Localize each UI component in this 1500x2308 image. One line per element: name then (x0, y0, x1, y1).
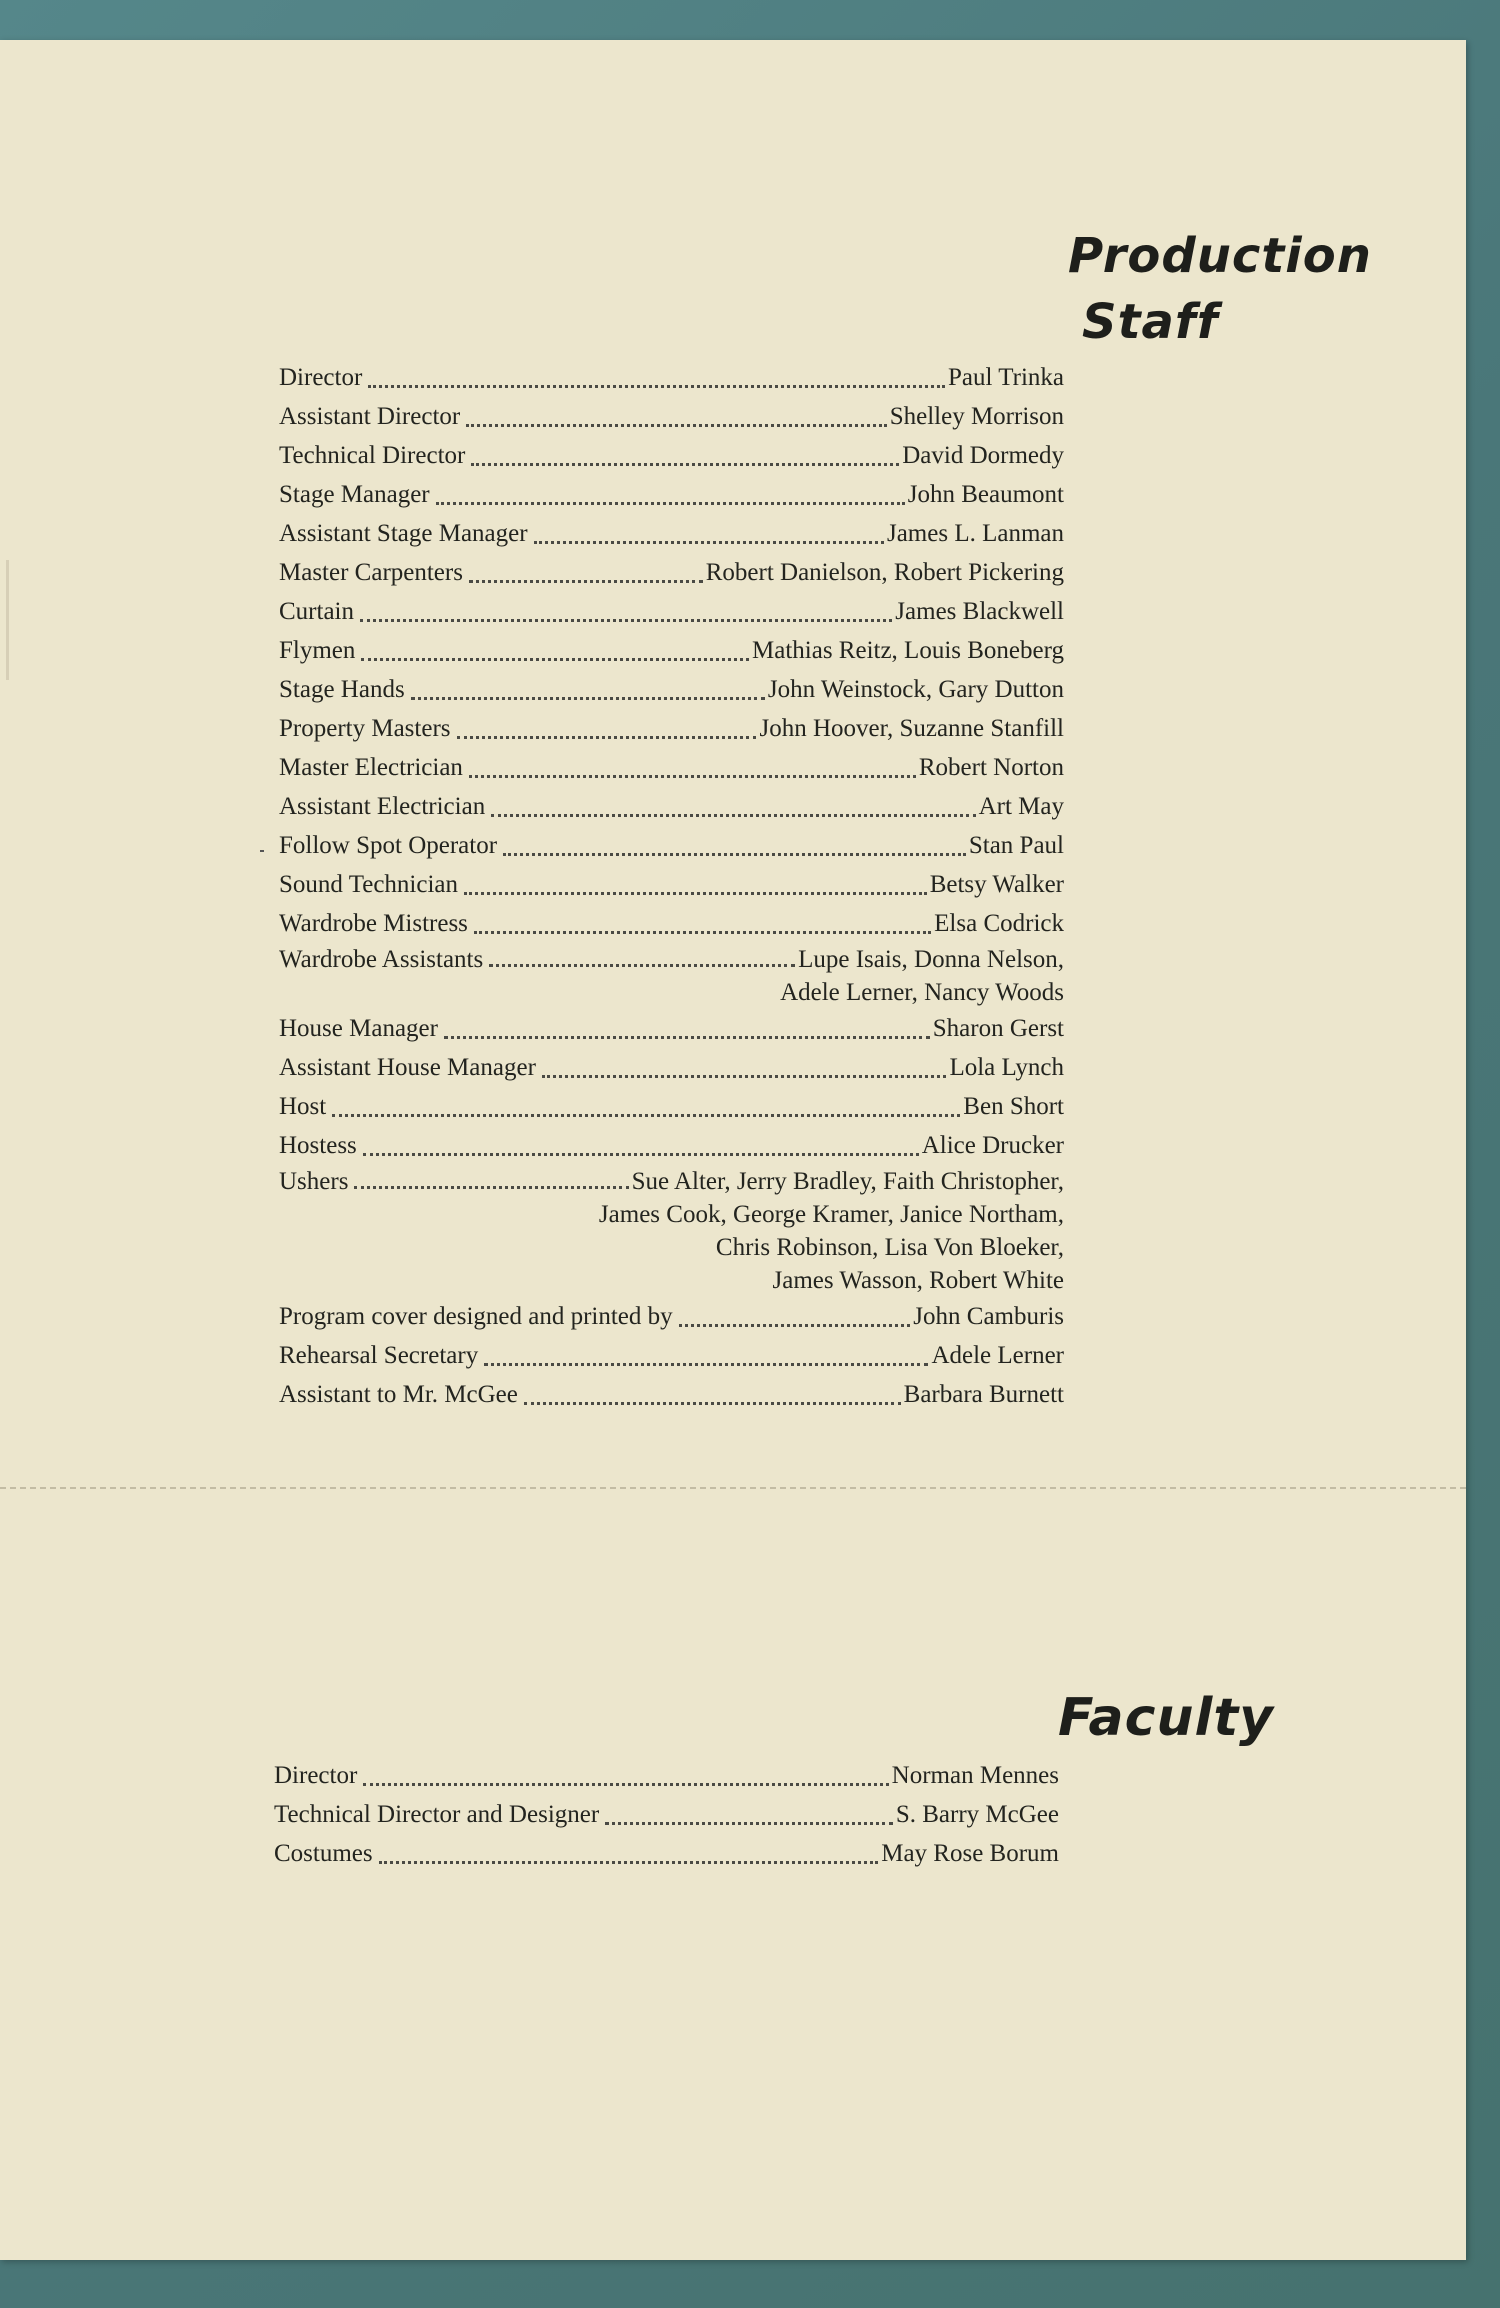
faculty-entry (274, 1795, 1059, 1834)
staff-names: Art May (978, 793, 1064, 820)
staff-role: Assistant House Manager (279, 1054, 536, 1081)
dot-leader (457, 736, 757, 739)
dot-leader (354, 1186, 628, 1189)
staff-entry (279, 865, 1064, 904)
staff-role: Technical Director (279, 442, 466, 469)
production-staff-list (279, 358, 1064, 1414)
staff-role: Master Carpenters (279, 559, 463, 586)
staff-names-continued: James Wasson, Robert White (772, 1267, 1064, 1294)
staff-entry (279, 1048, 1064, 1087)
dot-leader (332, 1114, 960, 1117)
dot-leader (361, 658, 749, 661)
dot-leader (363, 1153, 919, 1156)
staff-names: Shelley Morrison (889, 403, 1064, 430)
faculty-names: S. Barry McGee (895, 1801, 1059, 1828)
staff-entry (279, 592, 1064, 631)
faculty-heading: Faculty (1058, 1688, 1275, 1748)
paper-edge-mark (6, 560, 9, 680)
staff-names: Sue Alter, Jerry Bradley, Faith Christopher, (631, 1168, 1064, 1195)
staff-entry (279, 475, 1064, 514)
staff-entry (279, 1297, 1064, 1336)
faculty-entry (274, 1834, 1059, 1873)
dot-leader (534, 541, 884, 544)
faculty-role: Technical Director and Designer (274, 1801, 600, 1828)
staff-role: Host (279, 1093, 327, 1120)
staff-entry (279, 436, 1064, 475)
staff-role: Assistant Electrician (279, 793, 486, 820)
dot-leader (542, 1075, 947, 1078)
staff-entry (279, 1336, 1064, 1375)
faculty-entry (274, 1756, 1059, 1795)
staff-entry (279, 358, 1064, 397)
staff-names: Stan Paul (968, 832, 1064, 859)
staff-names: Ben Short (963, 1093, 1064, 1120)
staff-names: John Hoover, Suzanne Stanfill (759, 715, 1064, 742)
staff-entry (279, 1375, 1064, 1414)
production-staff-heading-line2: Staff (1082, 294, 1219, 350)
margin-tick-mark (260, 850, 264, 852)
staff-role: Flymen (279, 637, 356, 664)
dot-leader (471, 463, 899, 466)
faculty-names: May Rose Borum (881, 1840, 1059, 1867)
faculty-list (274, 1756, 1059, 1873)
staff-role: Hostess (279, 1132, 357, 1159)
dot-leader (363, 1783, 888, 1786)
staff-role: Curtain (279, 598, 354, 625)
dot-leader (491, 814, 975, 817)
staff-role: Sound Technician (279, 871, 459, 898)
dot-leader (469, 580, 703, 583)
staff-role: Program cover designed and printed by (279, 1303, 673, 1330)
faculty-role: Costumes (274, 1840, 373, 1867)
staff-names: Elsa Codrick (934, 910, 1064, 937)
staff-names-continued: James Cook, George Kramer, Janice Northam, (598, 1201, 1064, 1228)
dot-leader (368, 385, 945, 388)
dot-leader (379, 1861, 879, 1864)
staff-names: Adele Lerner (931, 1342, 1064, 1369)
dot-leader (489, 964, 795, 967)
staff-role: Property Masters (279, 715, 451, 742)
staff-role: Director (279, 364, 363, 391)
dot-leader (469, 775, 916, 778)
staff-role: Stage Manager (279, 481, 430, 508)
staff-role: Follow Spot Operator (279, 832, 498, 859)
staff-role: House Manager (279, 1015, 438, 1042)
staff-role: Master Electrician (279, 754, 463, 781)
staff-entry (279, 1126, 1064, 1165)
staff-entry (279, 670, 1064, 709)
staff-entry (279, 943, 1064, 1009)
staff-names: Robert Danielson, Robert Pickering (705, 559, 1064, 586)
staff-entry (279, 748, 1064, 787)
staff-names: Barbara Burnett (903, 1381, 1064, 1408)
staff-names: Mathias Reitz, Louis Boneberg (752, 637, 1064, 664)
staff-names: Lupe Isais, Donna Nelson, (798, 946, 1064, 973)
dot-leader (524, 1402, 901, 1405)
staff-names: James Blackwell (895, 598, 1064, 625)
staff-entry (279, 787, 1064, 826)
staff-role: Ushers (279, 1168, 349, 1195)
staff-entry (279, 631, 1064, 670)
fold-line (0, 1487, 1466, 1489)
staff-names: James L. Lanman (886, 520, 1064, 547)
dot-leader (360, 619, 892, 622)
staff-entry (279, 1165, 1064, 1297)
staff-names: Robert Norton (918, 754, 1064, 781)
staff-names: John Camburis (913, 1303, 1064, 1330)
staff-names: David Dormedy (902, 442, 1064, 469)
staff-role: Stage Hands (279, 676, 405, 703)
staff-names: John Beaumont (907, 481, 1064, 508)
dot-leader (503, 853, 966, 856)
staff-names: Betsy Walker (929, 871, 1064, 898)
dot-leader (444, 1036, 930, 1039)
dot-leader (464, 892, 927, 895)
staff-names: Alice Drucker (921, 1132, 1064, 1159)
staff-entry (279, 826, 1064, 865)
staff-names: Lola Lynch (949, 1054, 1064, 1081)
faculty-role: Director (274, 1762, 358, 1789)
dot-leader (484, 1363, 928, 1366)
staff-entry (279, 553, 1064, 592)
staff-role: Wardrobe Mistress (279, 910, 468, 937)
production-staff-heading-line1: Production (1068, 228, 1372, 284)
dot-leader (466, 424, 886, 427)
faculty-names: Norman Mennes (891, 1762, 1059, 1789)
staff-names-continued: Chris Robinson, Lisa Von Bloeker, (715, 1234, 1064, 1261)
dot-leader (436, 502, 905, 505)
staff-entry (279, 709, 1064, 748)
staff-role: Assistant Director (279, 403, 461, 430)
staff-role: Assistant to Mr. McGee (279, 1381, 518, 1408)
staff-role: Wardrobe Assistants (279, 946, 484, 973)
staff-entry (279, 904, 1064, 943)
dot-leader (474, 931, 931, 934)
staff-entry (279, 514, 1064, 553)
staff-names: Paul Trinka (947, 364, 1064, 391)
staff-names-continued: Adele Lerner, Nancy Woods (780, 979, 1064, 1006)
staff-names: Sharon Gerst (932, 1015, 1064, 1042)
staff-entry (279, 1009, 1064, 1048)
staff-role: Assistant Stage Manager (279, 520, 528, 547)
dot-leader (411, 697, 765, 700)
staff-entry (279, 1087, 1064, 1126)
dot-leader (679, 1324, 911, 1327)
staff-names: John Weinstock, Gary Dutton (767, 676, 1064, 703)
dot-leader (605, 1822, 893, 1825)
staff-entry (279, 397, 1064, 436)
staff-role: Rehearsal Secretary (279, 1342, 479, 1369)
